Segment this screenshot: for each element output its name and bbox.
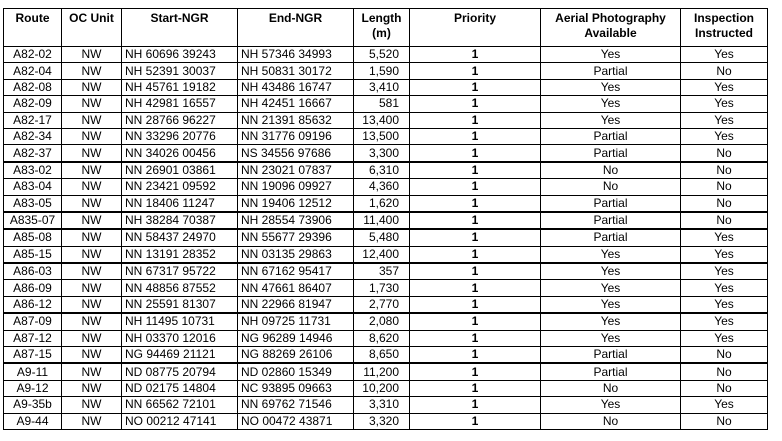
table-row bbox=[4, 229, 768, 246]
route-cell: A87-09 bbox=[4, 313, 62, 330]
route-cell: A85-15 bbox=[4, 246, 62, 263]
aerial-photography-cell: Partial bbox=[541, 145, 681, 162]
route-cell: A83-05 bbox=[4, 195, 62, 212]
end-ngr-cell: NH 50831 30172 bbox=[238, 63, 354, 79]
table-row bbox=[4, 112, 768, 128]
route-cell: A86-09 bbox=[4, 280, 62, 296]
inspection-instructed-cell: Yes bbox=[681, 263, 768, 280]
priority-cell: 1 bbox=[410, 96, 541, 112]
length-cell: 581 bbox=[354, 96, 410, 112]
oc-unit-cell: NW bbox=[62, 63, 122, 79]
table-row bbox=[4, 195, 768, 212]
priority-cell: 1 bbox=[410, 212, 541, 229]
table-row bbox=[4, 330, 768, 346]
route-cell: A9-35b bbox=[4, 397, 62, 413]
inspection-instructed-cell: No bbox=[681, 380, 768, 396]
table-row bbox=[4, 296, 768, 313]
oc-unit-cell: NW bbox=[62, 397, 122, 413]
aerial-photography-cell: Yes bbox=[541, 96, 681, 112]
inspection-instructed-cell: No bbox=[681, 179, 768, 195]
route-cell: A9-44 bbox=[4, 413, 62, 429]
length-cell: 5,480 bbox=[354, 229, 410, 246]
start-ngr-cell: NH 11495 10731 bbox=[122, 313, 238, 330]
length-cell: 10,200 bbox=[354, 380, 410, 396]
length-cell: 1,590 bbox=[354, 63, 410, 79]
oc-unit-cell: NW bbox=[62, 330, 122, 346]
length-cell: 13,400 bbox=[354, 112, 410, 128]
start-ngr-cell: NN 28766 96227 bbox=[122, 112, 238, 128]
priority-cell: 1 bbox=[410, 296, 541, 313]
table-row bbox=[4, 63, 768, 79]
length-cell: 2,770 bbox=[354, 296, 410, 313]
end-ngr-cell: NH 57346 34993 bbox=[238, 47, 354, 63]
table-row bbox=[4, 280, 768, 296]
aerial-photography-cell: Partial bbox=[541, 195, 681, 212]
priority-cell: 1 bbox=[410, 280, 541, 296]
priority-cell: 1 bbox=[410, 145, 541, 162]
table-row bbox=[4, 212, 768, 229]
aerial-photography-cell: Yes bbox=[541, 47, 681, 63]
oc-unit-cell: NW bbox=[62, 229, 122, 246]
aerial-photography-cell: Yes bbox=[541, 112, 681, 128]
end-ngr-cell: NN 22966 81947 bbox=[238, 296, 354, 313]
priority-cell: 1 bbox=[410, 128, 541, 144]
table-row bbox=[4, 162, 768, 179]
end-ngr-cell: NN 19406 12512 bbox=[238, 195, 354, 212]
priority-cell: 1 bbox=[410, 229, 541, 246]
inspection-instructed-cell: Yes bbox=[681, 397, 768, 413]
oc-unit-cell: NW bbox=[62, 296, 122, 313]
priority-cell: 1 bbox=[410, 47, 541, 63]
header-row bbox=[4, 9, 768, 47]
start-ngr-cell: NG 94469 21121 bbox=[122, 347, 238, 364]
oc-unit-cell: NW bbox=[62, 128, 122, 144]
oc-unit-cell: NW bbox=[62, 79, 122, 95]
route-cell: A82-17 bbox=[4, 112, 62, 128]
inspection-instructed-cell: No bbox=[681, 347, 768, 364]
end-ngr-cell: NN 67162 95417 bbox=[238, 263, 354, 280]
route-cell: A82-08 bbox=[4, 79, 62, 95]
table-row bbox=[4, 347, 768, 364]
oc-unit-cell: NW bbox=[62, 280, 122, 296]
route-cell: A835-07 bbox=[4, 212, 62, 229]
end-ngr-cell: NH 42451 16667 bbox=[238, 96, 354, 112]
oc-unit-cell: NW bbox=[62, 179, 122, 195]
oc-unit-cell: NW bbox=[62, 112, 122, 128]
start-ngr-cell: NO 00212 47141 bbox=[122, 413, 238, 429]
aerial-photography-cell: Yes bbox=[541, 263, 681, 280]
header-start-ngr: Start-NGR bbox=[122, 9, 238, 47]
length-cell: 13,500 bbox=[354, 128, 410, 144]
end-ngr-cell: NN 31776 09196 bbox=[238, 128, 354, 144]
table-row bbox=[4, 47, 768, 63]
header-priority: Priority bbox=[410, 9, 541, 47]
aerial-photography-cell: Yes bbox=[541, 397, 681, 413]
inspection-instructed-cell: Yes bbox=[681, 229, 768, 246]
inspection-instructed-cell: No bbox=[681, 162, 768, 179]
length-cell: 5,520 bbox=[354, 47, 410, 63]
priority-cell: 1 bbox=[410, 313, 541, 330]
length-cell: 8,650 bbox=[354, 347, 410, 364]
header-end-ngr: End-NGR bbox=[238, 9, 354, 47]
end-ngr-cell: NH 28554 73906 bbox=[238, 212, 354, 229]
start-ngr-cell: NH 42981 16557 bbox=[122, 96, 238, 112]
start-ngr-cell: NN 13191 28352 bbox=[122, 246, 238, 263]
start-ngr-cell: ND 08775 20794 bbox=[122, 363, 238, 380]
table-row bbox=[4, 397, 768, 413]
end-ngr-cell: NN 23021 07837 bbox=[238, 162, 354, 179]
end-ngr-cell: NG 96289 14946 bbox=[238, 330, 354, 346]
start-ngr-cell: NH 45761 19182 bbox=[122, 79, 238, 95]
end-ngr-cell: NC 93895 09663 bbox=[238, 380, 354, 396]
length-cell: 1,620 bbox=[354, 195, 410, 212]
oc-unit-cell: NW bbox=[62, 413, 122, 429]
inspection-instructed-cell: Yes bbox=[681, 79, 768, 95]
inspection-instructed-cell: No bbox=[681, 212, 768, 229]
length-cell: 1,730 bbox=[354, 280, 410, 296]
inspection-instructed-cell: Yes bbox=[681, 112, 768, 128]
route-cell: A86-03 bbox=[4, 263, 62, 280]
aerial-photography-cell: Yes bbox=[541, 280, 681, 296]
aerial-photography-cell: Partial bbox=[541, 212, 681, 229]
route-cell: A83-02 bbox=[4, 162, 62, 179]
header-route: Route bbox=[4, 9, 62, 47]
route-cell: A9-11 bbox=[4, 363, 62, 380]
end-ngr-cell: NN 19096 09927 bbox=[238, 179, 354, 195]
table-row bbox=[4, 128, 768, 144]
start-ngr-cell: NH 38284 70387 bbox=[122, 212, 238, 229]
priority-cell: 1 bbox=[410, 162, 541, 179]
aerial-photography-cell: Partial bbox=[541, 63, 681, 79]
length-cell: 3,310 bbox=[354, 397, 410, 413]
end-ngr-cell: NO 00472 43871 bbox=[238, 413, 354, 429]
aerial-photography-cell: No bbox=[541, 179, 681, 195]
length-cell: 2,080 bbox=[354, 313, 410, 330]
aerial-photography-cell: Partial bbox=[541, 363, 681, 380]
length-cell: 12,400 bbox=[354, 246, 410, 263]
aerial-photography-cell: Yes bbox=[541, 313, 681, 330]
start-ngr-cell: NN 66562 72101 bbox=[122, 397, 238, 413]
table-row bbox=[4, 263, 768, 280]
oc-unit-cell: NW bbox=[62, 263, 122, 280]
table-row bbox=[4, 145, 768, 162]
length-cell: 11,400 bbox=[354, 212, 410, 229]
oc-unit-cell: NW bbox=[62, 47, 122, 63]
oc-unit-cell: NW bbox=[62, 96, 122, 112]
start-ngr-cell: NN 18406 11247 bbox=[122, 195, 238, 212]
priority-cell: 1 bbox=[410, 347, 541, 364]
oc-unit-cell: NW bbox=[62, 145, 122, 162]
oc-unit-cell: NW bbox=[62, 363, 122, 380]
oc-unit-cell: NW bbox=[62, 212, 122, 229]
aerial-photography-cell: No bbox=[541, 162, 681, 179]
inspection-instructed-cell: Yes bbox=[681, 280, 768, 296]
priority-cell: 1 bbox=[410, 79, 541, 95]
table-row bbox=[4, 246, 768, 263]
length-cell: 3,410 bbox=[354, 79, 410, 95]
aerial-photography-cell: Partial bbox=[541, 347, 681, 364]
priority-cell: 1 bbox=[410, 397, 541, 413]
priority-cell: 1 bbox=[410, 63, 541, 79]
start-ngr-cell: NN 33296 20776 bbox=[122, 128, 238, 144]
aerial-photography-cell: Yes bbox=[541, 296, 681, 313]
table-row bbox=[4, 380, 768, 396]
aerial-photography-cell: Yes bbox=[541, 330, 681, 346]
inspection-instructed-cell: No bbox=[681, 363, 768, 380]
start-ngr-cell: NN 48856 87552 bbox=[122, 280, 238, 296]
end-ngr-cell: NN 47661 86407 bbox=[238, 280, 354, 296]
inspection-instructed-cell: Yes bbox=[681, 246, 768, 263]
oc-unit-cell: NW bbox=[62, 195, 122, 212]
route-cell: A87-15 bbox=[4, 347, 62, 364]
priority-cell: 1 bbox=[410, 330, 541, 346]
table-row bbox=[4, 313, 768, 330]
length-cell: 8,620 bbox=[354, 330, 410, 346]
oc-unit-cell: NW bbox=[62, 313, 122, 330]
inspection-instructed-cell: Yes bbox=[681, 128, 768, 144]
end-ngr-cell: NN 69762 71546 bbox=[238, 397, 354, 413]
end-ngr-cell: NN 55677 29396 bbox=[238, 229, 354, 246]
route-cell: A9-12 bbox=[4, 380, 62, 396]
header-aerial-photography: Aerial Photography Available bbox=[541, 9, 681, 47]
routes-table bbox=[3, 8, 768, 430]
end-ngr-cell: NN 03135 29863 bbox=[238, 246, 354, 263]
table-row bbox=[4, 179, 768, 195]
start-ngr-cell: NH 03370 12016 bbox=[122, 330, 238, 346]
oc-unit-cell: NW bbox=[62, 162, 122, 179]
length-cell: 11,200 bbox=[354, 363, 410, 380]
inspection-instructed-cell: No bbox=[681, 195, 768, 212]
length-cell: 3,320 bbox=[354, 413, 410, 429]
length-cell: 6,310 bbox=[354, 162, 410, 179]
length-cell: 4,360 bbox=[354, 179, 410, 195]
route-cell: A82-34 bbox=[4, 128, 62, 144]
route-cell: A82-37 bbox=[4, 145, 62, 162]
aerial-photography-cell: No bbox=[541, 413, 681, 429]
end-ngr-cell: NH 43486 16747 bbox=[238, 79, 354, 95]
route-cell: A85-08 bbox=[4, 229, 62, 246]
table-row bbox=[4, 413, 768, 429]
route-cell: A83-04 bbox=[4, 179, 62, 195]
header-inspection-instructed: Inspection Instructed bbox=[681, 9, 768, 47]
priority-cell: 1 bbox=[410, 363, 541, 380]
end-ngr-cell: NS 34556 97686 bbox=[238, 145, 354, 162]
priority-cell: 1 bbox=[410, 246, 541, 263]
aerial-photography-cell: Partial bbox=[541, 128, 681, 144]
header-oc-unit: OC Unit bbox=[62, 9, 122, 47]
priority-cell: 1 bbox=[410, 179, 541, 195]
start-ngr-cell: ND 02175 14804 bbox=[122, 380, 238, 396]
inspection-instructed-cell: Yes bbox=[681, 296, 768, 313]
route-cell: A86-12 bbox=[4, 296, 62, 313]
oc-unit-cell: NW bbox=[62, 347, 122, 364]
table-body bbox=[4, 47, 768, 430]
route-cell: A87-12 bbox=[4, 330, 62, 346]
priority-cell: 1 bbox=[410, 263, 541, 280]
end-ngr-cell: NH 09725 11731 bbox=[238, 313, 354, 330]
table-row bbox=[4, 79, 768, 95]
length-cell: 3,300 bbox=[354, 145, 410, 162]
route-cell: A82-04 bbox=[4, 63, 62, 79]
table-row bbox=[4, 96, 768, 112]
inspection-instructed-cell: No bbox=[681, 145, 768, 162]
inspection-instructed-cell: No bbox=[681, 413, 768, 429]
aerial-photography-cell: Yes bbox=[541, 79, 681, 95]
end-ngr-cell: NN 21391 85632 bbox=[238, 112, 354, 128]
priority-cell: 1 bbox=[410, 380, 541, 396]
aerial-photography-cell: Partial bbox=[541, 229, 681, 246]
oc-unit-cell: NW bbox=[62, 380, 122, 396]
start-ngr-cell: NN 25591 81307 bbox=[122, 296, 238, 313]
start-ngr-cell: NH 52391 30037 bbox=[122, 63, 238, 79]
inspection-instructed-cell: No bbox=[681, 63, 768, 79]
inspection-instructed-cell: Yes bbox=[681, 330, 768, 346]
route-cell: A82-09 bbox=[4, 96, 62, 112]
priority-cell: 1 bbox=[410, 413, 541, 429]
start-ngr-cell: NN 58437 24970 bbox=[122, 229, 238, 246]
oc-unit-cell: NW bbox=[62, 246, 122, 263]
inspection-instructed-cell: Yes bbox=[681, 96, 768, 112]
start-ngr-cell: NH 60696 39243 bbox=[122, 47, 238, 63]
priority-cell: 1 bbox=[410, 112, 541, 128]
start-ngr-cell: NN 67317 95722 bbox=[122, 263, 238, 280]
header-length: Length (m) bbox=[354, 9, 410, 47]
aerial-photography-cell: No bbox=[541, 380, 681, 396]
table-row bbox=[4, 363, 768, 380]
start-ngr-cell: NN 26901 03861 bbox=[122, 162, 238, 179]
inspection-instructed-cell: Yes bbox=[681, 47, 768, 63]
inspection-instructed-cell: Yes bbox=[681, 313, 768, 330]
priority-cell: 1 bbox=[410, 195, 541, 212]
start-ngr-cell: NN 23421 09592 bbox=[122, 179, 238, 195]
route-cell: A82-02 bbox=[4, 47, 62, 63]
end-ngr-cell: NG 88269 26106 bbox=[238, 347, 354, 364]
length-cell: 357 bbox=[354, 263, 410, 280]
start-ngr-cell: NN 34026 00456 bbox=[122, 145, 238, 162]
aerial-photography-cell: Yes bbox=[541, 246, 681, 263]
end-ngr-cell: ND 02860 15349 bbox=[238, 363, 354, 380]
